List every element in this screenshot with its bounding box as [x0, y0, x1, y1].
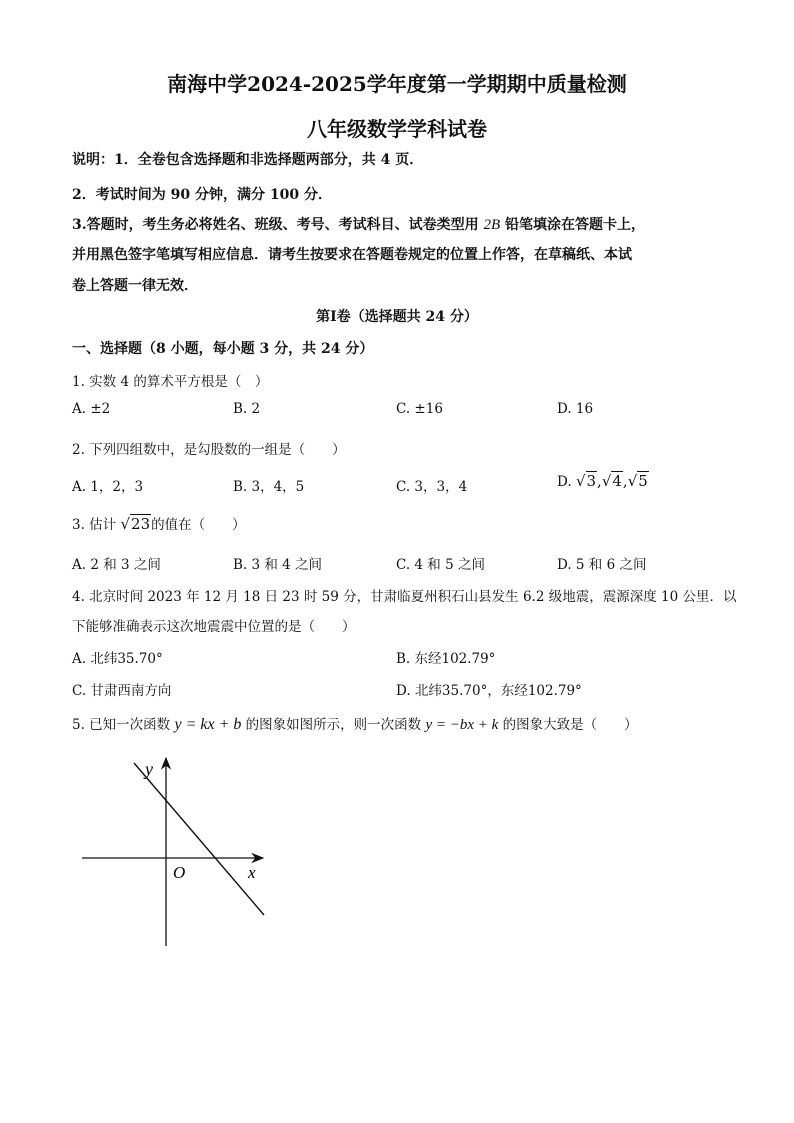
question-4-option-d: D. 北纬35.70°，东经102.79° — [396, 683, 582, 699]
origin-label: O — [173, 863, 186, 882]
instruction-line-3: 3.答题时，考生务必将姓名、班级、考号、考试科目、试卷类型用 2B 铅笔填涂在答题卡上， — [72, 217, 646, 233]
sqrt-23: 23 — [131, 515, 151, 533]
question-2-stem: 2. 下列四组数中，是勾股数的一组是（ ） — [72, 442, 346, 458]
question-4-option-b: B. 东经102.79° — [396, 651, 496, 667]
exam-subtitle: 八年级数学学科试卷 — [307, 117, 487, 141]
question-2-option-b: B. 3，4，5 — [233, 479, 305, 495]
formula-y-neg-bx-k: y = −bx + k — [425, 717, 499, 733]
question-3-option-a: A. 2 和 3 之间 — [72, 557, 161, 573]
question-1-option-c: C. ±16 — [396, 401, 443, 417]
question-1-option-d: D. 16 — [557, 401, 594, 417]
formula-y-kx-b: y = kx + b — [174, 716, 242, 733]
sqrt-5: 5 — [638, 472, 648, 490]
question-3-stem: 3. 估计 √23的值在（ ） — [72, 515, 246, 533]
sqrt-3: 3 — [586, 472, 597, 490]
linear-function-graph — [70, 750, 280, 955]
sqrt-4: 4 — [612, 472, 622, 490]
instruction-line-4: 并用黑色签字笔填写相应信息．请考生按要求在答题卷规定的位置上作答，在草稿纸、本试 — [72, 247, 632, 263]
question-4-option-c: C. 甘肃西南方向 — [72, 683, 172, 699]
function-line — [134, 763, 264, 915]
question-1-stem: 1. 实数 4 的算术平方根是（ ） — [72, 374, 269, 390]
question-4-option-a: A. 北纬35.70° — [72, 651, 163, 667]
question-3-option-c: C. 4 和 5 之间 — [396, 557, 485, 573]
instruction-line-5: 卷上答题一律无效． — [72, 278, 198, 294]
question-1-option-a: A. ±2 — [72, 401, 111, 417]
question-5-stem: 5. 已知一次函数 y = kx + b 的图象如图所示，则一次函数 y = −bx + k 的图象大致是（ ） — [72, 716, 638, 733]
question-2-option-c: C. 3，3，4 — [396, 479, 468, 495]
instruction-line-1: 说明：1．全卷包含选择题和非选择题两部分，共 4 页． — [72, 152, 424, 168]
question-3-option-b: B. 3 和 4 之间 — [233, 557, 323, 573]
question-3-option-d: D. 5 和 6 之间 — [557, 557, 647, 573]
question-2-option-d: D. √3,√4,√5 — [557, 472, 648, 490]
question-4-stem-line-1: 4. 北京时间 2023 年 12 月 18 日 23 时 59 分，甘肃临夏州积石山县发生 6.2 级地震，震源深度 10 公里．以 — [72, 589, 737, 605]
part-title: 第Ⅰ卷（选择题共 24 分） — [316, 309, 478, 325]
instruction-line-2: 2．考试时间为 90 分钟，满分 100 分． — [72, 187, 332, 203]
x-axis-label: x — [248, 863, 256, 882]
question-2-option-a: A. 1，2，3 — [72, 479, 144, 495]
question-4-stem-line-2: 下能够准确表示这次地震震中位置的是（ ） — [72, 619, 356, 635]
section-title: 一、选择题（8 小题，每小题 3 分，共 24 分） — [72, 341, 374, 357]
exam-title: 南海中学2024-2025学年度第一学期期中质量检测 — [167, 72, 627, 96]
question-1-option-b: B. 2 — [233, 401, 261, 417]
y-axis-label: y — [145, 759, 153, 779]
